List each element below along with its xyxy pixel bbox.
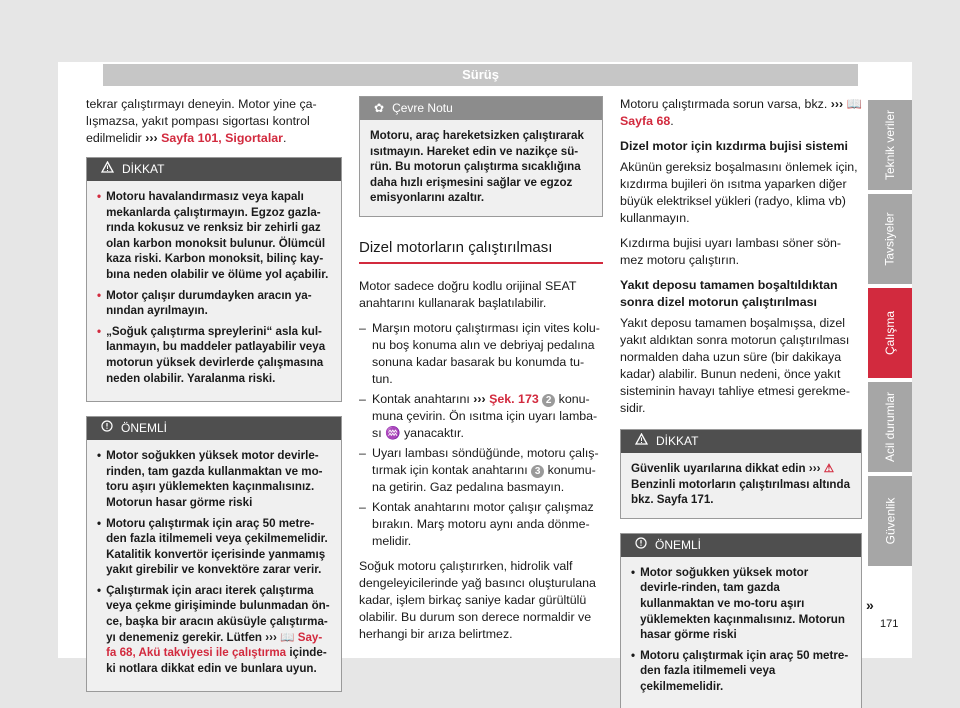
column-1 <box>86 96 342 692</box>
tab-teknik-veriler[interactable]: Teknik veriler <box>868 100 912 190</box>
flower-icon: ✿ <box>374 101 385 115</box>
notice-header <box>621 534 861 557</box>
bullet-icon: • <box>631 565 636 579</box>
book-icon: 📖 <box>280 630 295 644</box>
notice-body <box>621 557 861 708</box>
list-item: • Motor soğukken yüksek motor devirle-rinden, tam gazda kullanmaktan ve mo-toru aşırı yüklemekten kaçınmalısınız. Motorun hasar görme riski <box>97 449 323 509</box>
arrow-icon: ››› <box>830 97 844 111</box>
arrow-icon: ››› <box>265 630 277 644</box>
warning-body <box>87 181 341 401</box>
step-item: – Uyarı lambası söndüğünde, motoru çalış-tırmak için kontak anahtarını 3 konumu-na getirin. Gaz pedalına basmayın. <box>359 445 599 494</box>
list-item: • Motoru çalıştırmak için araç 50 metre-den fazla itilmemeli veya çekilmemelidir. <box>631 648 849 693</box>
section-title: Dizel motorların çalıştırılması <box>359 239 603 264</box>
environment-note-header <box>360 97 602 120</box>
book-icon: 📖 <box>846 97 863 111</box>
column-3 <box>620 96 862 708</box>
chapter-tabs <box>868 100 912 570</box>
section-outro: Soğuk motoru çalıştırırken, hidrolik valf dengeleyicilerinde yağ basıncı oluşturulana kadar, işlem birkaç saniye kadar gürültülü olabilir. Bu durum son derece normaldir ve herhangi bir arıza belirtmez. <box>359 558 596 641</box>
glow-plug-icon: ♒ <box>385 425 401 440</box>
subheading: Yakıt deposu tamamen boşaltıldıktan sonra dizel motorun çalıştırılması <box>620 278 838 309</box>
callout-number: 2 <box>542 394 555 407</box>
chapter-header <box>103 64 858 86</box>
step-item: – Kontak anahtarını motor çalışır çalışmaz bırakın. Marş motoru aynı anda dönme-melidir. <box>359 499 594 548</box>
jump-start-page-link[interactable]: Sayfa 68 <box>620 114 671 128</box>
warning-title: DİKKAT <box>122 162 165 176</box>
list-item: • „Soğuk çalıştırma spreylerini“ asla kul-lanmayın, bu maddeler patlayabilir veya motorun yüksek devirlerde çalışmasına neden olabilir. Yaralanma riski. <box>97 324 326 385</box>
warning-triangle-icon <box>101 161 114 178</box>
arrow-icon: ››› <box>145 131 158 145</box>
list-item: • Motor soğukken yüksek motor devirle-rinden, tam gazda kullanmaktan ve mo-toru aşırı yüklemekten kaçınmalısınız. Motorun hasar görme riski <box>631 565 845 642</box>
jump-start-page-link[interactable]: Say-fa 68, Akü takviyesi ile çalıştırma <box>106 630 323 660</box>
notice-header <box>87 417 341 440</box>
environment-note-body: Motoru, araç hareketsizken çalıştırarak ısıtmayın. Hareket edin ve nazikçe sü-rün. Bu motorun çalıştırma sıcaklığına daha hızlı erişmesini sağlar ve egzoz emisyonlarını azaltır. <box>360 120 602 216</box>
bullet-icon: • <box>97 449 102 463</box>
warning-triangle-icon <box>635 433 648 450</box>
step-item: – Kontak anahtarını ››› Şek. 173 2 konu-muna çevirin. Ön ısıtma için uyarı lamba-sı ♒ yanacaktır. <box>359 391 598 440</box>
paragraph: Yakıt deposu tamamen boşalmışsa, dizel yakıt aldıktan sonra motorun çalıştırılması normalden daha uzun süre (bir dakikaya kadar) alabilir. Bunun nedeni, önce yakıt sisteminin havayı tahliye etmesi gerekme-sidir. <box>620 316 851 415</box>
figure-link[interactable]: Şek. 173 <box>489 391 539 406</box>
environment-note-title: Çevre Notu <box>392 101 453 115</box>
notice-body <box>87 440 341 691</box>
notice-title: ÖNEMLİ <box>121 421 168 436</box>
intro-paragraph: tekrar çalıştırmayı deneyin. Motor yine ça-lışmazsa, yakıt pompası sigortası kontrol edilmelidir ››› Sayfa 101, Sigortalar. <box>86 97 317 145</box>
warning-box <box>86 157 342 402</box>
paragraph: Kızdırma bujisi uyarı lambası söner sön-mez motoru çalıştırın. <box>620 236 842 267</box>
tab-tavsiyeler[interactable]: Tavsiyeler <box>868 194 912 284</box>
info-circle-icon <box>635 537 647 554</box>
warning-box <box>620 429 862 519</box>
warning-header <box>621 430 861 453</box>
list-item: • Çalıştırmak için aracı iterek çalıştırma veya çekme girişiminde bulunmadan ön-ce, başka bir aracın aküsüyle çalıştırma-yı denemeniz gerekir. Lütfen ››› 📖 Say-fa 68, Akü takviyesi ile çalıştırma içinde-ki notlara dikkat edin ve bunlara uyun. <box>97 583 330 675</box>
bullet-icon: • <box>631 648 636 662</box>
bullet-icon: • <box>97 516 102 530</box>
bullet-icon: • <box>97 583 102 597</box>
tab-guvenlik[interactable]: Güvenlik <box>868 476 912 566</box>
notice-title: ÖNEMLİ <box>655 537 702 552</box>
warning-body: Güvenlik uyarılarına dikkat edin ››› ⚠ Benzinli motorların çalıştırılması altında bkz. Sayfa 171. <box>621 453 861 518</box>
arrow-icon: ››› <box>808 462 821 475</box>
environment-note-box <box>359 96 603 217</box>
paragraph: Akünün gereksiz boşalmasını önlemek için, kızdırma bujileri ön ısıtma yaparken diğer büyük elektriksel yükleri (radyo, klima vb) kullanmayın. <box>620 160 858 225</box>
info-circle-icon <box>101 420 113 437</box>
step-item: – Marşın motoru çalıştırması için vites kolu-nu boş konuma alın ve debriyaj pedalına sonuna kadar basarak bu konumda tu-tun. <box>359 320 600 386</box>
intro-paragraph: Motoru çalıştırmada sorun varsa, bkz. ››› 📖 Sayfa 68. <box>620 97 863 128</box>
bullet-icon: • <box>97 190 102 203</box>
fuse-page-link[interactable]: Sayfa 101, Sigortalar <box>161 131 283 145</box>
bullet-icon: • <box>97 288 102 302</box>
page-number: 171 <box>880 618 899 630</box>
list-item: • Motoru havalandırmasız veya kapalı mekanlarda çalıştırmayın. Egzoz gazla-rında kokusuz ve renksiz bir zehirli gaz olan karbon monoksit bulunur. Ölümcül kaza riski. Karbon monoksit, bilinç kay-bına neden olabilir ve ölüme yol açabilir. <box>97 190 329 281</box>
column-2 <box>359 96 603 651</box>
tab-acil-durumlar[interactable]: Acil durumlar <box>868 382 912 472</box>
warning-header <box>87 158 341 181</box>
notice-box <box>620 533 862 708</box>
section-intro: Motor sadece doğru kodlu orijinal SEAT anahtarını kullanarak başlatılabilir. <box>359 278 577 310</box>
list-item: • Motor çalışır durumdayken aracın ya-nından ayrılmayın. <box>97 288 312 318</box>
warning-title: DİKKAT <box>656 434 699 448</box>
callout-number: 3 <box>531 465 544 478</box>
continue-arrow-icon: » <box>866 597 874 613</box>
subheading: Dizel motor için kızdırma bujisi sistemi <box>620 139 848 153</box>
bullet-icon: • <box>97 324 102 338</box>
notice-box <box>86 416 342 692</box>
chapter-title: Sürüş <box>462 67 499 82</box>
warning-triangle-icon: ⚠ <box>823 462 835 475</box>
arrow-icon: ››› <box>473 391 486 406</box>
tab-calisma[interactable]: Çalışma <box>868 288 912 378</box>
list-item: • Motoru çalıştırmak için araç 50 metre-den fazla itilmemeli veya çekilmemelidir. Katalitik konvertör içerisinde yanmamış yakıt girebilir ve konvektöre zarar verir. <box>97 516 328 577</box>
